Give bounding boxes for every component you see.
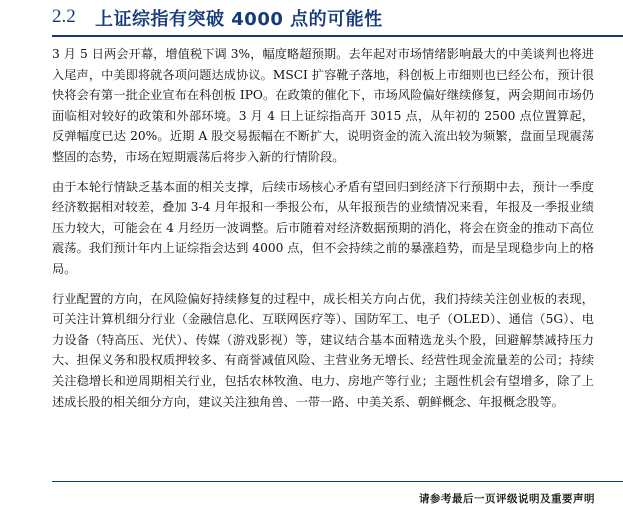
- paragraph-market-outlook: 3 月 5 日两会开幕，增值税下调 3%，幅度略超预期。去年起对市场情绪影响最大的中美谈判也将进入尾声，中美即将就各项问题达成协议。MSCI 扩容靴子落地，科创板上市细则也已经公布，预计很快将会有第一批企业宣布在科创板 IPO。在政策的催化下，市场风险偏好继续修复，两会期间市场仍面临相对较好的政策和外部环境。3 月 4 日上证综指高开 3015 点，从年初的 2500 点位置算起，反弹幅度已达 20%。近期 A 股交易振幅在不断扩大，说明资金的流入流出较为频繁，盘面呈现震荡整固的态势，市场在短期震荡后将步入新的行情阶段。: [52, 47, 594, 164]
- paragraph-forecast: 由于本轮行情缺乏基本面的相关支撑，后续市场核心矛盾有望回归到经济下行预期中去，预计一季度经济数据相对较差，叠加 3-4 月年报和一季报公布，从年报预告的业绩情况来看，年报及一季报业绩压力较大，可能会在 4 月经历一波调整。后市随着对经济数据预期的消化，将会在资金的推动下高位震荡。我们预计年内上证综指会达到 4000 点，但不会持续之前的暴涨趋势，而是呈现稳步向上的格局。: [52, 179, 594, 276]
- paragraph-industry-allocation: 行业配置的方向，在风险偏好持续修复的过程中，成长相关方向占优，我们持续关注创业板的表现，可关注计算机细分行业（金融信息化、互联网医疗等）、国防军工、电子（OLED）、通信（5G）、电力设备（特高压、光伏）、传媒（游戏影视）等，建议结合基本面精选龙头个股，回避解禁减持压力大、担保义务和股权质押较多、有商誉减值风险、主营业务无增长、经营性现金流量差的公司；持续关注稳增长和逆周期相关行业，包括农林牧渔、电力、房地产等行业；主题性机会有望增多，除了上述成长股的相关细分方向，建议关注独角兽、一带一路、中美关系、朝鲜概念、年报概念股等。: [52, 291, 594, 409]
- section-header: [52, 4, 623, 38]
- section-number: 2.2: [52, 6, 76, 27]
- document-body: [52, 44, 594, 421]
- header-divider: [52, 35, 623, 37]
- footer-divider: [52, 481, 623, 482]
- footer-disclaimer: 请参考最后一页评级说明及重要声明: [419, 493, 595, 505]
- section-title: 上证综指有突破 4000 点的可能性: [95, 9, 383, 30]
